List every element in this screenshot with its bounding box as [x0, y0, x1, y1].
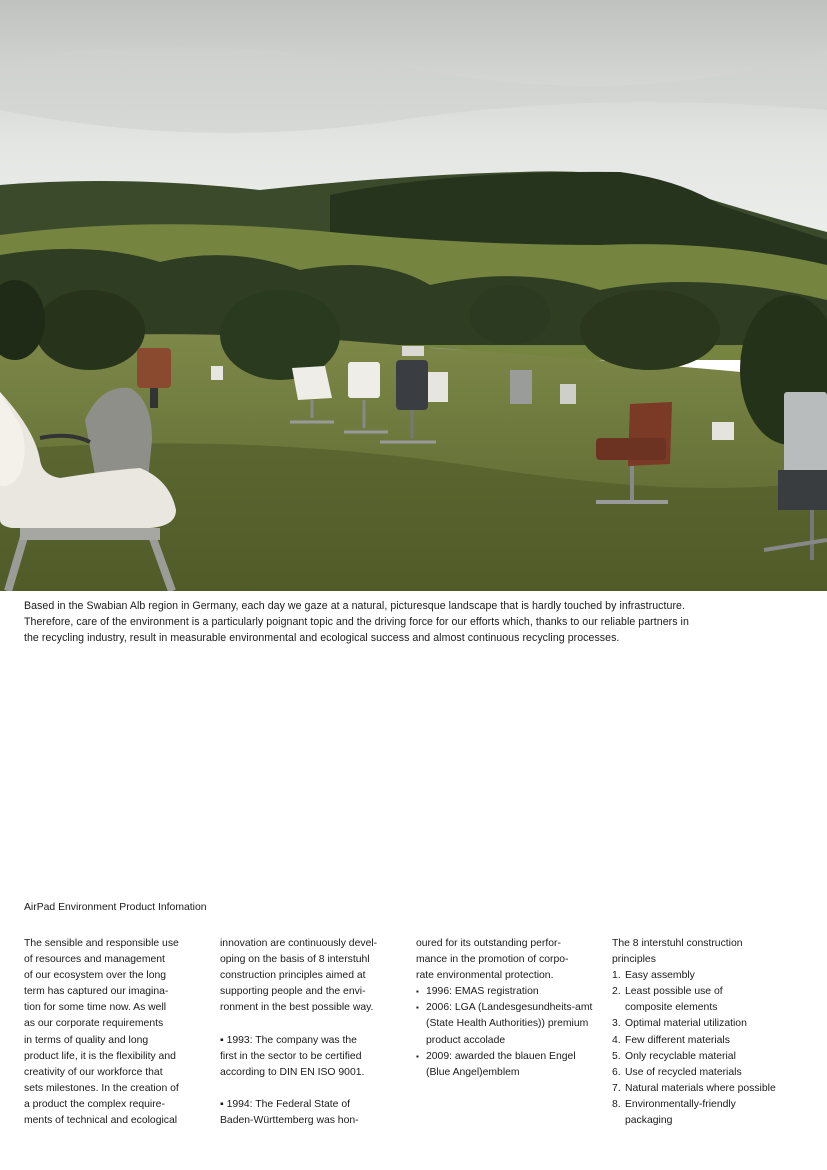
chair-white-3 [428, 372, 448, 402]
chair-grey [510, 370, 532, 404]
principle-item: 2. Least possible use of composite elements [612, 986, 723, 1014]
text-column-4 [612, 936, 812, 1129]
chair-white-small [211, 366, 223, 380]
text-line: oured for its outstanding perfor- [416, 938, 561, 949]
intro-line: Based in the Swabian Alb region in Germany, each day we gaze at a natural, picturesque landscape that is hardly touched by infrastructure. [24, 600, 685, 612]
text-line: The sensible and responsible use [24, 938, 179, 949]
milestone-list [416, 984, 602, 1081]
principle-item: 3. Optimal material utilization [612, 1018, 747, 1030]
principle-item: 5. Only recyclable material [612, 1050, 736, 1062]
text-line: rate environmental protection. [416, 970, 554, 982]
text-line: mance in the promotion of corpo- [416, 954, 569, 966]
chair-small-white-far [712, 422, 734, 440]
principle-item: 4. Few different materials [612, 1034, 730, 1046]
text-line: tion for some time now. As well [24, 1002, 167, 1014]
text-line: construction principles aimed at [220, 970, 366, 982]
text-line: as our corporate requirements [24, 1018, 164, 1030]
principle-item: 1. Easy assembly [612, 970, 695, 982]
principles-list [612, 968, 812, 1129]
text-line: ▪ 1994: The Federal State of [220, 1098, 350, 1110]
text-line: first in the sector to be certified [220, 1050, 362, 1062]
text-line: in terms of quality and long [24, 1034, 149, 1046]
milestone-item: ▪ 2009: awarded the blauen Engel (Blue Angel)emblem [416, 1049, 602, 1081]
text-line: product life, it is the flexibility and [24, 1050, 176, 1062]
chair-small-right [560, 384, 576, 404]
tree [35, 290, 145, 370]
text-line: Baden-Württemberg was hon- [220, 1115, 359, 1127]
principle-item: 8. Environmentally-friendly packaging [612, 1098, 736, 1127]
intro-paragraph [24, 598, 764, 646]
text-column-2 [220, 936, 406, 1129]
text-line: a product the complex require- [24, 1098, 165, 1110]
text-line: ▪ 1993: The company was the [220, 1034, 357, 1046]
text-line: supporting people and the envi- [220, 986, 366, 998]
tree [580, 290, 720, 370]
text-line: of our ecosystem over the long [24, 970, 167, 982]
text-line: oping on the basis of 8 interstuhl [220, 954, 370, 966]
text-line: creativity of our workforce that [24, 1066, 163, 1078]
intro-line: Therefore, care of the environment is a particularly poignant topic and the driving force for our efforts which, thanks to our reliable partners in [24, 616, 689, 628]
text-line: of resources and management [24, 954, 165, 966]
text-line: innovation are continuously devel- [220, 938, 378, 949]
text-line: ronment in the best possible way. [220, 1002, 374, 1014]
milestone-item: ▪ 1996: EMAS registration [416, 984, 602, 1000]
text-column-3 [416, 936, 602, 1081]
milestone-item: ▪ 2006: LGA (Landesgesundheits-amt (State Health Authorities)) premium product accolade [416, 1000, 602, 1048]
tree [470, 285, 550, 345]
text-line: term has captured our imagina- [24, 986, 169, 998]
section-title: AirPad Environment Product Infomation [24, 902, 207, 913]
text-line: according to DIN EN ISO 9001. [220, 1066, 365, 1078]
text-column-1 [24, 936, 210, 1129]
text-line: ments of technical and ecological [24, 1115, 178, 1127]
text-line: sets milestones. In the creation of [24, 1082, 179, 1094]
intro-line: the recycling industry, result in measurable environmental and ecological success and almost continuous recycling processes. [24, 632, 620, 644]
principle-item: 7. Natural materials where possible [612, 1082, 776, 1094]
principle-item: 6. Use of recycled materials [612, 1066, 742, 1078]
principles-title: The 8 interstuhl construction principles [612, 938, 743, 966]
